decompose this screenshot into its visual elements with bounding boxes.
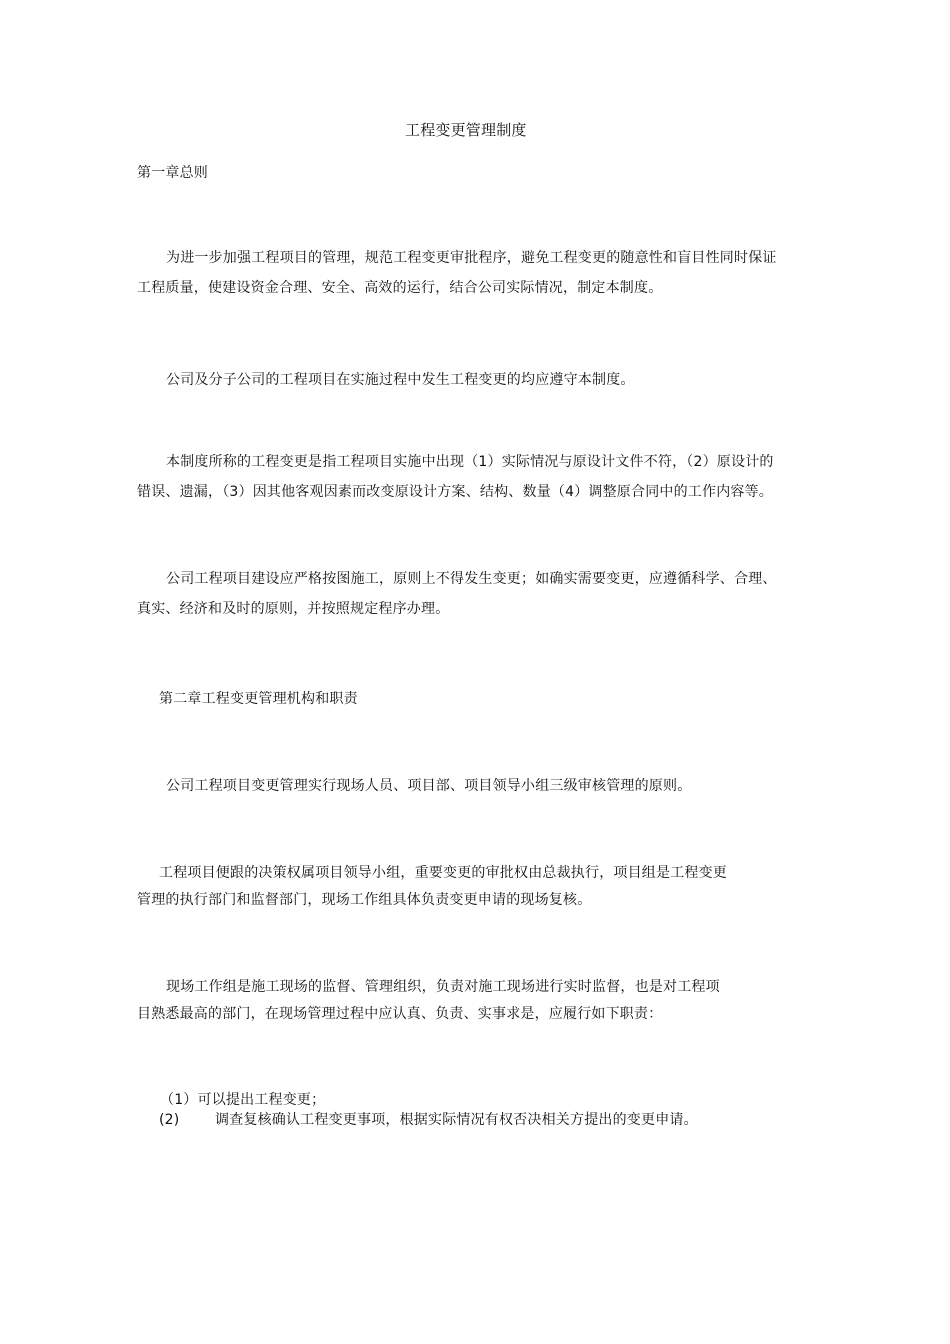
paragraph-6-line-1: 工程项目便跟的决策权属项目领导小组，重要变更的审批权由总裁执行，项目组是工程变更 [159, 865, 727, 881]
paragraph-4-line-2: 真实、经济和及时的原则，并按照规定程序办理。 [137, 601, 450, 617]
chapter2-heading: 第二章工程变更管理机构和职责 [159, 691, 358, 707]
paragraph-1-line-2: 工程质量，使建设资金合理、安全、高效的运行，结合公司实际情况，制定本制度。 [137, 280, 663, 296]
list-item-2-number: (2) [159, 1112, 180, 1128]
paragraph-4-line-1: 公司工程项目建设应严格按图施工，原则上不得发生变更；如确实需要变更，应遵循科学、合理、 [166, 571, 777, 587]
paragraph-7-line-1: 现场工作组是施工现场的监督、管理组织，负责对施工现场进行实时监督，也是对工程项 [166, 979, 720, 995]
paragraph-7-line-2: 目熟悉最高的部门，在现场管理过程中应认真、负责、实事求是，应履行如下职责： [137, 1006, 663, 1022]
paragraph-6-line-2: 管理的执行部门和监督部门，现场工作组具体负责变更申请的现场复核。 [137, 892, 592, 908]
paragraph-3-line-2: 错误、遗漏，（3）因其他客观因素而改变原设计方案、结构、数量（4）调整原合同中的工作内容等。 [137, 484, 774, 500]
list-item-1: （1）可以提出工程变更； [160, 1092, 326, 1108]
paragraph-5-line-1: 公司工程项目变更管理实行现场人员、项目部、项目领导小组三级审核管理的原则。 [166, 778, 692, 794]
paragraph-3-line-1: 本制度所称的工程变更是指工程项目实施中出现（1）实际情况与原设计文件不符，（2）原设计的 [166, 454, 774, 470]
chapter1-heading: 第一章总则 [137, 165, 208, 181]
paragraph-1-line-1: 为进一步加强工程项目的管理，规范工程变更审批程序，避免工程变更的随意性和盲目性同时保证 [166, 250, 777, 266]
list-item-2-text: 调查复核确认工程变更事项，根据实际情况有权否决相关方提出的变更申请。 [215, 1112, 698, 1128]
paragraph-2-line-1: 公司及分子公司的工程项目在实施过程中发生工程变更的均应遵守本制度。 [166, 372, 635, 388]
document-title: 工程变更管理制度 [405, 121, 527, 139]
